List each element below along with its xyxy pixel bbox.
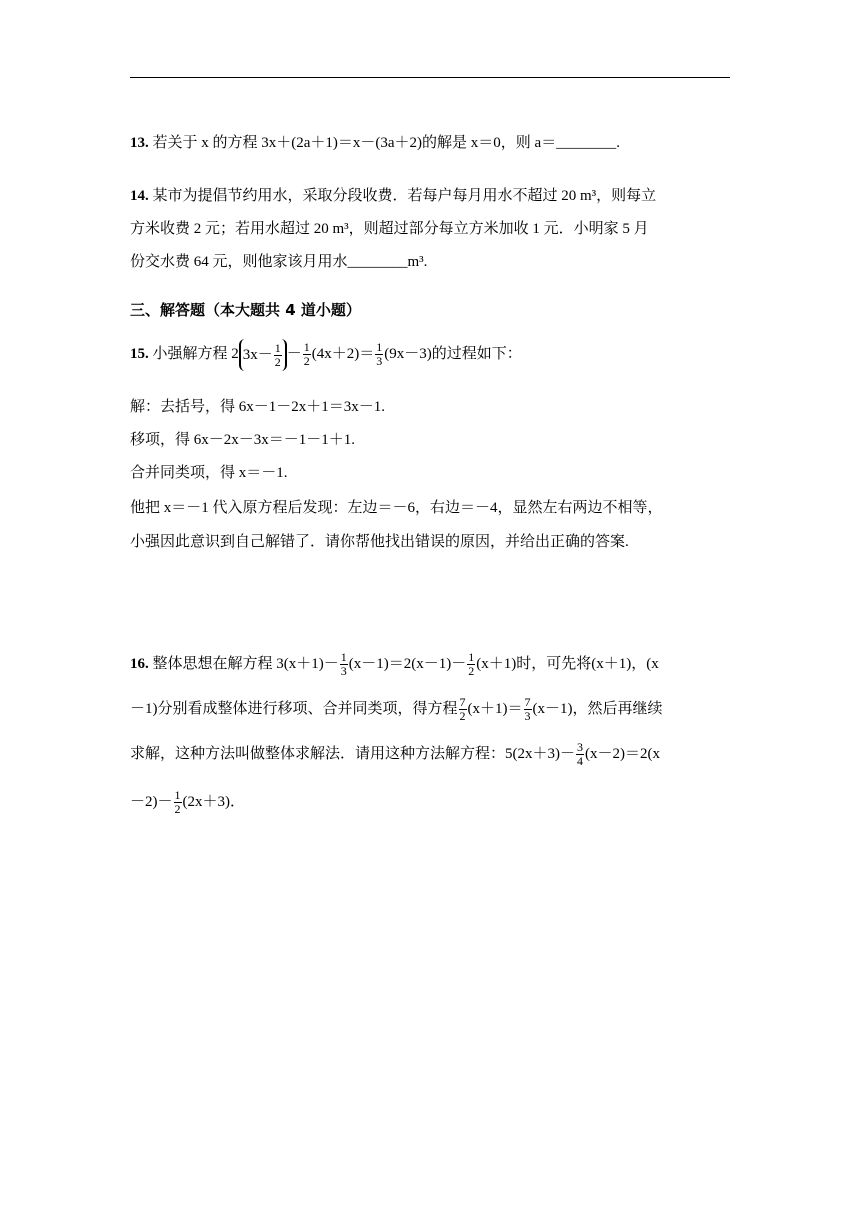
fraction: $\frac{7}{3}$ (524, 695, 531, 724)
question-15-number: 15. (130, 346, 149, 362)
question-15-step-5: 小强因此意识到自己解错了．请你帮他找出错误的原因，并给出正确的答案. (130, 534, 629, 550)
question-16-text-2a: －1)分别看成整体进行移项、合并同类项，得方程 (130, 701, 458, 717)
fraction: $\frac{1}{2}$ (174, 788, 181, 817)
fraction-half: $\frac{1}{2}$ (274, 340, 281, 369)
question-15-tail: (9x－3)的过程如下： (384, 346, 522, 362)
question-16-text-1c: (x＋1)时，可先将(x＋1)，(x (476, 656, 659, 672)
question-15-step-1: 解：去括号，得 6x－1－2x＋1＝3x－1. (130, 399, 386, 415)
question-15-step-4: 他把 x＝－1 代入原方程后发现：左边＝－6，右边＝－4，显然左右两边不相等， (130, 500, 663, 516)
question-16-text-2b: (x＋1)＝ (467, 701, 523, 717)
question-16-line-4 (130, 786, 730, 818)
question-16-text-4a: －2)－ (130, 794, 173, 810)
section-3-title: 三、解答题（本大题共 4 道小题） (130, 301, 361, 319)
question-16-text-1a: 整体思想在解方程 3(x＋1)－ (152, 656, 339, 672)
question-15-equation-line: 15. 小强解方程 2 3x－ $\frac{1}{2}$ － $\frac{1}{2}$ (4x＋2)＝ $\frac{1}{3}$ (9x－3)的过程如下： (130, 340, 522, 369)
question-16-line-2 (130, 693, 730, 725)
question-16-text-3b: (x－2)＝2(x (585, 746, 660, 762)
question-14-number: 14. (130, 188, 149, 204)
question-14-line-1 (130, 186, 730, 206)
question-13-text: 若关于 x 的方程 3x＋(2a＋1)＝x－(3a＋2)的解是 x＝0，则 a＝________. (152, 135, 620, 151)
bracket-inner-expr: 3x－ (242, 346, 273, 363)
fraction: $\frac{3}{4}$ (577, 740, 583, 769)
header-rule (130, 77, 730, 78)
question-14-line-3: 份交水费 64 元，则他家该月用水________m³. (130, 254, 428, 270)
question-16-number: 16. (130, 656, 149, 672)
question-15-intro: 小强解方程 2 (152, 346, 239, 362)
question-15-step-3: 合并同类项，得 x＝－1. (130, 465, 288, 481)
question-16-text-3a: 求解，这种方法叫做整体求解法．请用这种方法解方程：5(2x＋3)－ (130, 746, 575, 762)
fraction: $\frac{7}{2}$ (459, 695, 466, 724)
fraction-third: $\frac{1}{3}$ (376, 340, 383, 369)
question-15-step-2: 移项，得 6x－2x－3x＝－1－1＋1. (130, 432, 356, 448)
question-13 (130, 133, 730, 153)
fraction: $\frac{1}{2}$ (468, 650, 475, 679)
question-14-line-2: 方米收费 2 元；若用水超过 20 m³，则超过部分每立方米加收 1 元．小明家 5 月 (130, 221, 649, 237)
question-16-line-1 (130, 648, 730, 680)
question-16-text-2c: (x－1)，然后再继续 (532, 701, 663, 717)
question-15-mid: (4x＋2)＝ (311, 346, 375, 362)
fraction: $\frac{1}{3}$ (340, 650, 347, 679)
question-16-text-1b: (x－1)＝2(x－1)－ (348, 656, 467, 672)
question-16-text-4b: (2x＋3)． (182, 794, 245, 810)
fraction-half-2: $\frac{1}{2}$ (303, 340, 310, 369)
question-13-number: 13. (130, 135, 149, 151)
question-14-text-1: 某市为提倡节约用水，采取分段收费．若每户每月用水不超过 20 m³，则每立 (152, 188, 657, 204)
equation-bracket (239, 339, 287, 371)
question-16-line-3 (130, 738, 730, 770)
